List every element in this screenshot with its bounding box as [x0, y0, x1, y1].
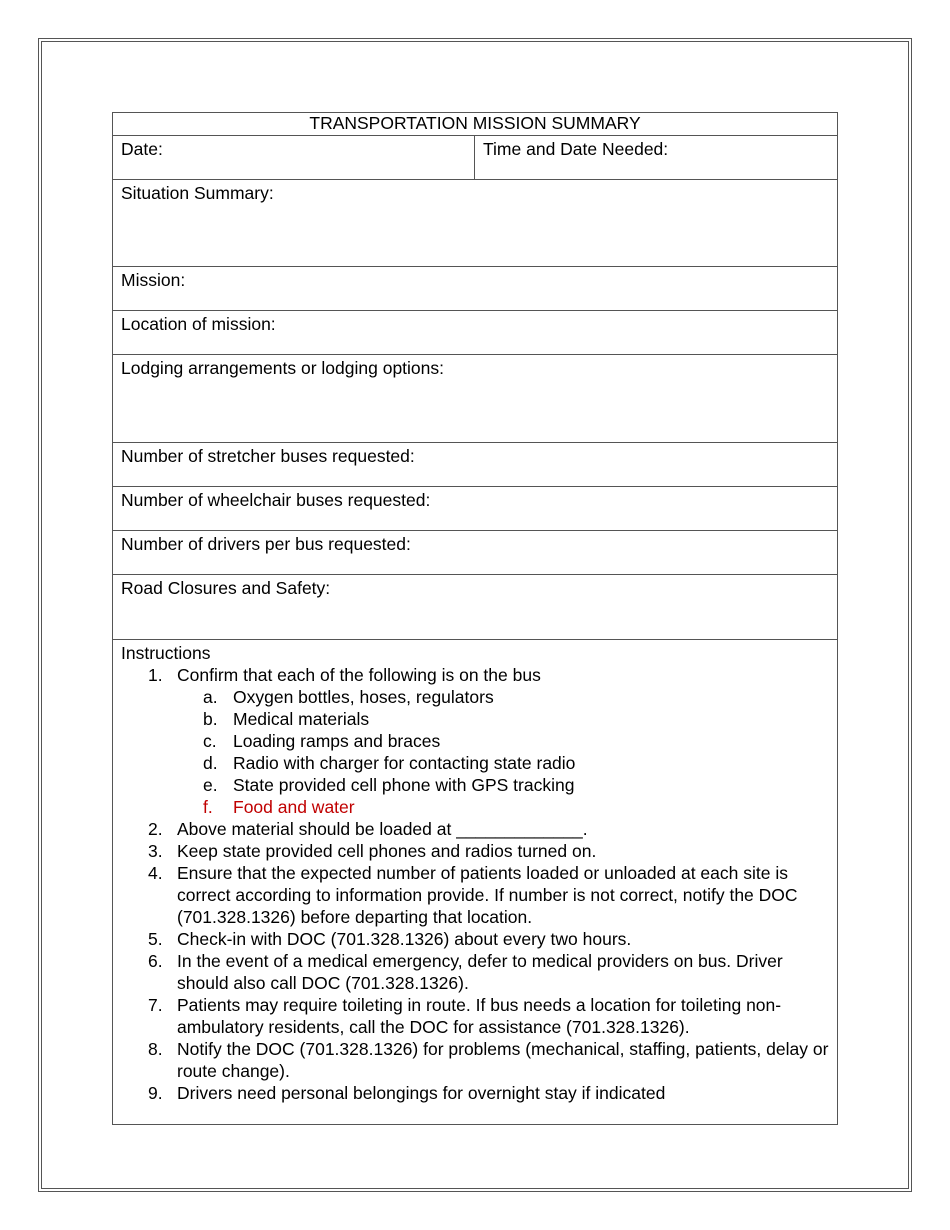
instruction-text: In the event of a medical emergency, defer to medical providers on bus. Driver should also call DOC (701.328.1326).	[177, 951, 783, 993]
stretcher-buses-label: Number of stretcher buses requested:	[121, 446, 415, 466]
situation-summary-label: Situation Summary:	[121, 183, 274, 203]
instruction-item	[121, 862, 829, 928]
instruction-number: 5.	[148, 929, 163, 949]
instructions-section	[113, 639, 837, 1124]
instruction-number: 6.	[148, 951, 163, 971]
checklist-text: Loading ramps and braces	[233, 731, 441, 751]
date-row	[113, 135, 837, 179]
checklist-item	[121, 730, 829, 752]
instruction-text: Notify the DOC (701.328.1326) for problems (mechanical, staffing, patients, delay or route change).	[177, 1039, 829, 1081]
instruction-text: Check-in with DOC (701.328.1326) about every two hours.	[177, 929, 632, 949]
checklist-letter: f.	[203, 797, 213, 817]
checklist-item	[121, 774, 829, 796]
date-field[interactable]	[113, 136, 475, 179]
instruction-number: 2.	[148, 819, 163, 839]
location-field[interactable]	[113, 310, 837, 354]
time-date-needed-field[interactable]	[475, 136, 837, 179]
mission-field[interactable]	[113, 266, 837, 310]
instruction-item	[121, 1038, 829, 1082]
instruction-item	[121, 818, 829, 840]
instruction-number: 4.	[148, 863, 163, 883]
instruction-item	[121, 1082, 829, 1104]
instruction-text: Ensure that the expected number of patients loaded or unloaded at each site is correct according to information provide. If number is not correct, notify the DOC (701.328.1326) before departing that location.	[177, 863, 798, 927]
instruction-text: Patients may require toileting in route. If bus needs a location for toileting non-ambulatory residents, call the DOC for assistance (701.328.1326).	[177, 995, 782, 1037]
stretcher-buses-field[interactable]	[113, 442, 837, 486]
checklist-text: Oxygen bottles, hoses, regulators	[233, 687, 494, 707]
date-label: Date:	[121, 139, 163, 159]
wheelchair-buses-field[interactable]	[113, 486, 837, 530]
checklist-item	[121, 752, 829, 774]
instruction-text: Drivers need personal belongings for overnight stay if indicated	[177, 1083, 666, 1103]
checklist-item	[121, 708, 829, 730]
checklist-letter: a.	[203, 687, 218, 707]
wheelchair-buses-label: Number of wheelchair buses requested:	[121, 490, 431, 510]
instruction-item	[121, 950, 829, 994]
checklist-text: Medical materials	[233, 709, 370, 729]
instruction-number: 1.	[148, 665, 163, 685]
location-label: Location of mission:	[121, 314, 276, 334]
checklist-text: Radio with charger for contacting state radio	[233, 753, 576, 773]
instruction-item	[121, 664, 829, 818]
instructions-heading: Instructions	[121, 643, 211, 663]
mission-label: Mission:	[121, 270, 186, 290]
situation-summary-field[interactable]	[113, 179, 837, 266]
instruction-number: 3.	[148, 841, 163, 861]
lodging-field[interactable]	[113, 354, 837, 442]
instructions-list	[121, 664, 829, 1104]
checklist-letter: d.	[203, 753, 218, 773]
instruction-item	[121, 928, 829, 950]
checklist-text: State provided cell phone with GPS tracking	[233, 775, 575, 795]
checklist-text: Food and water	[233, 797, 355, 817]
instruction-text: Confirm that each of the following is on the bus	[177, 665, 541, 685]
road-closures-field[interactable]	[113, 574, 837, 639]
drivers-per-bus-field[interactable]	[113, 530, 837, 574]
instruction-text: Keep state provided cell phones and radios turned on.	[177, 841, 597, 861]
mission-summary-form	[112, 112, 838, 1125]
instruction-number: 7.	[148, 995, 163, 1015]
checklist-letter: c.	[203, 731, 217, 751]
time-date-needed-label: Time and Date Needed:	[483, 139, 669, 159]
lodging-label: Lodging arrangements or lodging options:	[121, 358, 444, 378]
instruction-number: 9.	[148, 1083, 163, 1103]
road-closures-label: Road Closures and Safety:	[121, 578, 331, 598]
checklist-letter: b.	[203, 709, 218, 729]
drivers-per-bus-label: Number of drivers per bus requested:	[121, 534, 411, 554]
form-title: TRANSPORTATION MISSION SUMMARY	[309, 113, 641, 133]
instruction-number: 8.	[148, 1039, 163, 1059]
instruction-text: Above material should be loaded at _____________.	[177, 819, 588, 839]
instruction-item	[121, 994, 829, 1038]
equipment-checklist	[177, 686, 829, 818]
checklist-item-highlighted	[121, 796, 829, 818]
checklist-item	[121, 686, 829, 708]
checklist-letter: e.	[203, 775, 218, 795]
instruction-item	[121, 840, 829, 862]
